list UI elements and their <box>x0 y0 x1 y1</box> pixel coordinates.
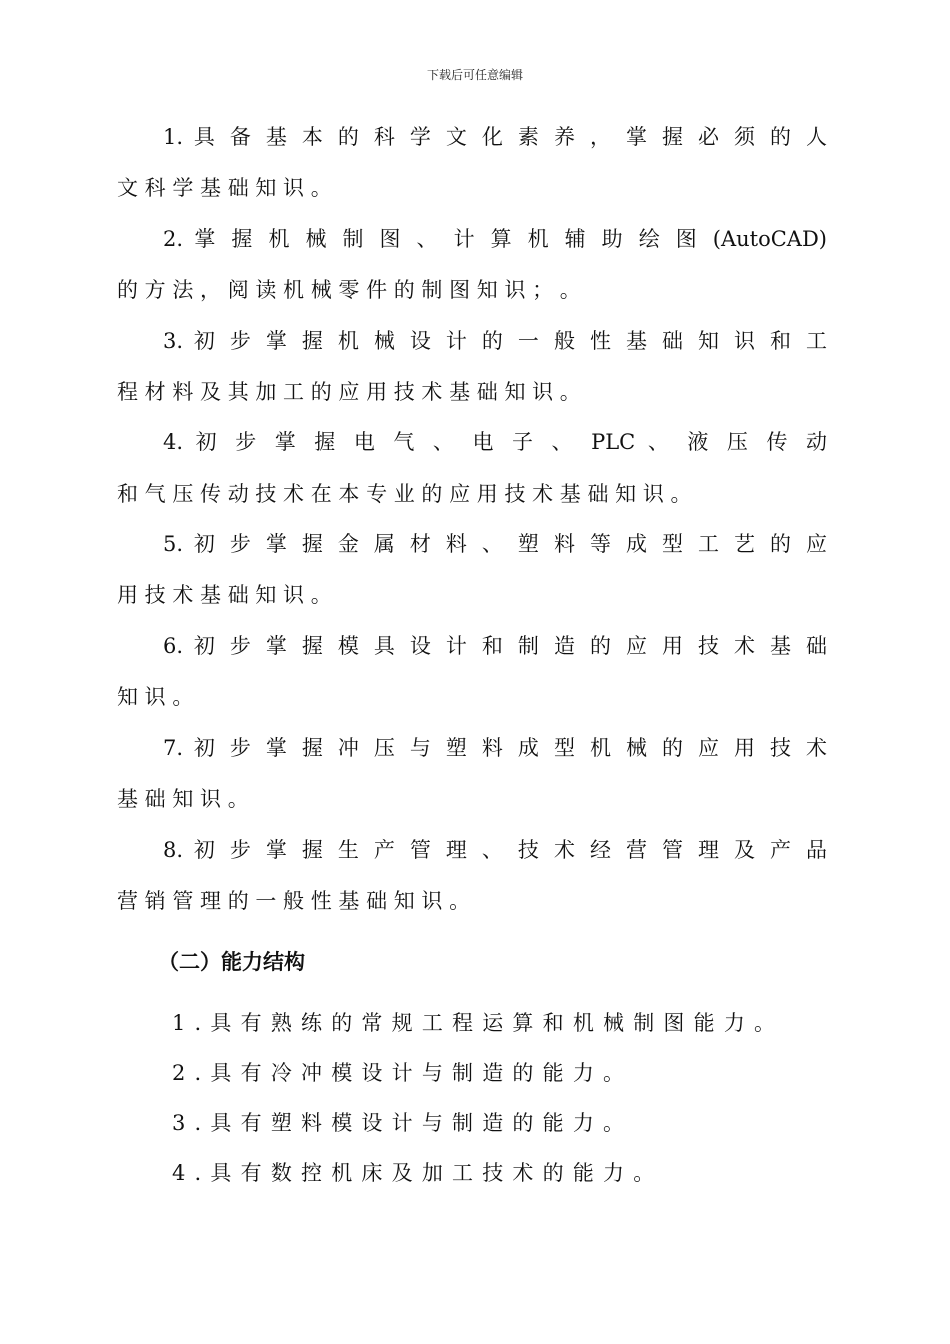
knowledge-item-6-line-2: 知 识 。 <box>117 685 194 709</box>
ability-item-3: 3.具有塑料模设计与制造的能力。 <box>172 1111 634 1135</box>
ability-item-1: 1.具有熟练的常规工程运算和机械制图能力。 <box>172 1011 785 1035</box>
knowledge-item-5-line-1: 5. 初 步 掌 握 金 属 材 料 、 塑 料 等 成 型 工 艺 的 应 <box>163 532 827 556</box>
knowledge-item-3-line-1: 3. 初 步 掌 握 机 械 设 计 的 一 般 性 基 础 知 识 和 工 <box>163 329 827 353</box>
knowledge-item-1-line-2: 文 科 学 基 础 知 识 。 <box>117 176 332 200</box>
knowledge-item-2-line-2: 的 方 法 ， 阅 读 机 械 零 件 的 制 图 知 识 ； 。 <box>117 278 581 302</box>
knowledge-item-8-line-2: 营 销 管 理 的 一 般 性 基 础 知 识 。 <box>117 889 471 913</box>
knowledge-item-6-line-1: 6. 初 步 掌 握 模 具 设 计 和 制 造 的 应 用 技 术 基 础 <box>163 634 827 658</box>
ability-item-4: 4.具有数控机床及加工技术的能力。 <box>172 1161 664 1185</box>
knowledge-item-2-line-1: 2. 掌 握 机 械 制 图 、 计 算 机 辅 助 绘 图 (AutoCAD) <box>163 227 827 251</box>
knowledge-item-5-line-2: 用 技 术 基 础 知 识 。 <box>117 583 332 607</box>
knowledge-item-4-line-2: 和 气 压 传 动 技 术 在 本 专 业 的 应 用 技 术 基 础 知 识 。 <box>117 482 692 506</box>
knowledge-item-7-line-1: 7. 初 步 掌 握 冲 压 与 塑 料 成 型 机 械 的 应 用 技 术 <box>163 736 827 760</box>
ability-item-2: 2.具有冷冲模设计与制造的能力。 <box>172 1061 634 1085</box>
section-heading: （二）能力结构 <box>158 950 305 974</box>
knowledge-item-7-line-2: 基 础 知 识 。 <box>117 787 249 811</box>
knowledge-item-8-line-1: 8. 初 步 掌 握 生 产 管 理 、 技 术 经 营 管 理 及 产 品 <box>163 838 827 862</box>
page-header: 下载后可任意编辑 <box>426 68 523 82</box>
knowledge-item-1-line-1: 1. 具 备 基 本 的 科 学 文 化 素 养 ， 掌 握 必 须 的 人 <box>163 125 827 149</box>
knowledge-item-4-line-1: 4. 初 步 掌 握 电 气 、 电 子 、 PLC 、 液 压 传 动 <box>163 430 827 454</box>
knowledge-item-3-line-2: 程 材 料 及 其 加 工 的 应 用 技 术 基 础 知 识 。 <box>117 380 581 404</box>
